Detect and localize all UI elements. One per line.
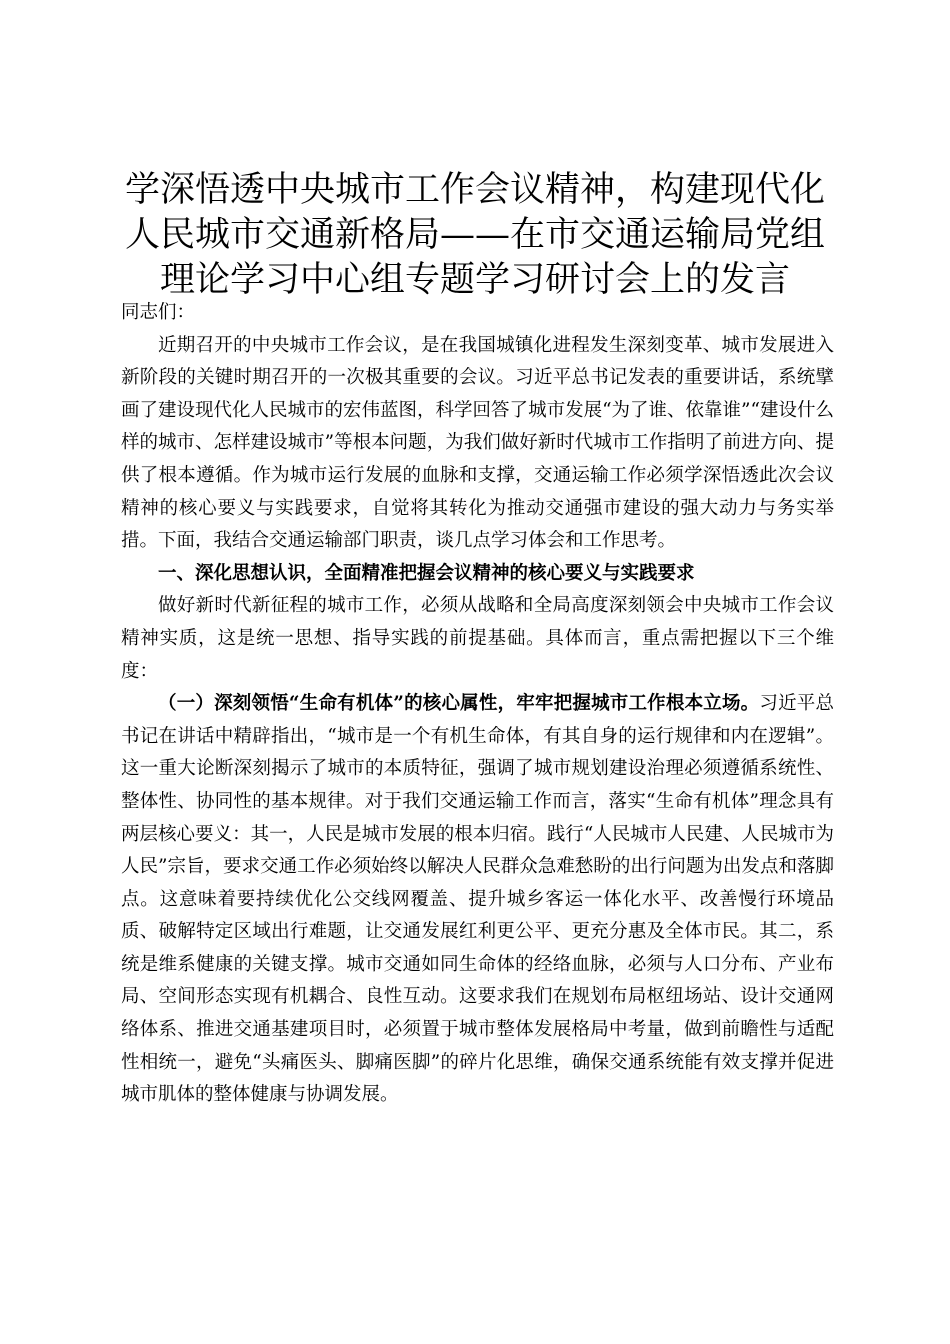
subsection-1-body: 习近平总书记在讲话中精辟指出，“城市是一个有机生命体，有其自身的运行规律和内在逻辑”。这一重大论断深刻揭示了城市的本质特征，强调了城市规划建设治理必须遵循系统性、整体性、协同性的基本规律。对于我们交通运输工作而言，落实“生命有机体”理念具有两层核心要义：其一，人民是城市发展的根本归宿。践行“人民城市人民建、人民城市为人民”宗旨，要求交通工作必须始终以解决人民群众急难愁盼的出行问题为出发点和落脚点。这意味着要持续优化公交线网覆盖、提升城乡客运一体化水平、改善慢行环境品质、破解特定区域出行难题，让交通发展红利更公平、更充分惠及全体市民。其二，系统是维系健康的关键支撑。城市交通如同生命体的经络血脉，必须与人口分布、产业布局、空间形态实现有机耦合、良性互动。这要求我们在规划布局枢纽场站、设计交通网络体系、推进交通基建项目时，必须置于城市整体发展格局中考量，做到前瞻性与适配性相统一，避免“头痛医头、脚痛医脚”的碎片化思维，确保交通系统能有效支撑并促进城市肌体的整体健康与协调发展。 (121, 693, 834, 1106)
title-line-3: 理论学习中心组专题学习研讨会上的发言 (159, 260, 790, 300)
title-line-2: 人民城市交通新格局——在市交通运输局党组 (124, 215, 825, 255)
title-line-1: 学深悟透中央城市工作会议精神，构建现代化 (124, 170, 825, 210)
section-1-heading: 一、深化思想认识，全面精准把握会议精神的核心要义与实践要求 (158, 562, 695, 584)
subsection-1-paragraph (121, 688, 834, 1112)
section-1-intro: 做好新时代新征程的城市工作，必须从战略和全局高度深刻领会中央城市工作会议精神实质，这是统一思想、指导实践的前提基础。具体而言，重点需把握以下三个维度： (121, 595, 834, 682)
document-title (110, 168, 840, 303)
intro-paragraph: 近期召开的中央城市工作会议，是在我国城镇化进程发生深刻变革、城市发展进入新阶段的关键时期召开的一次极其重要的会议。习近平总书记发表的重要讲话，系统擘画了建设现代化人民城市的宏伟蓝图，科学回答了城市发展“为了谁、依靠谁”“建设什么样的城市、怎样建设城市”等根本问题，为我们做好新时代城市工作指明了前进方向、提供了根本遵循。作为城市运行发展的血脉和支撑，交通运输工作必须学深悟透此次会议精神的核心要义与实践要求，自觉将其转化为推动交通强市建设的强大动力与务实举措。下面，我结合交通运输部门职责，谈几点学习体会和工作思考。 (121, 334, 834, 552)
salutation: 同志们： (121, 302, 196, 323)
document-body (121, 297, 834, 1112)
subsection-1-heading: （一）深刻领悟“生命有机体”的核心属性，牢牢把握城市工作根本立场。 (158, 693, 760, 715)
